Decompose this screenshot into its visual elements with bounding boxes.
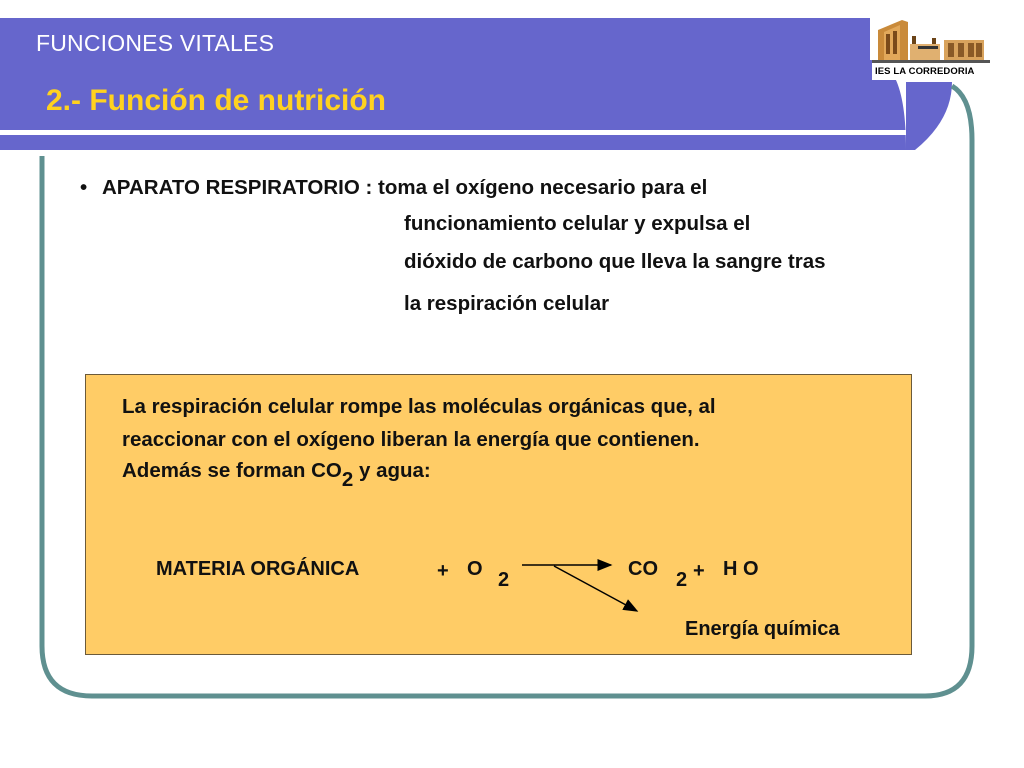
co-label: CO xyxy=(628,558,658,580)
info-line: reaccionar con el oxígeno liberan la energía que contienen. xyxy=(122,428,700,451)
info-line-text: y agua: xyxy=(353,459,431,482)
oxygen-subscript: 2 xyxy=(498,569,510,591)
bullet-dot: • xyxy=(80,176,88,199)
logo-text: IES LA CORREDORIA xyxy=(875,66,975,77)
info-line: La respiración celular rompe las moléculas orgánicas que, al xyxy=(122,395,716,418)
bullet-line: funcionamiento celular y expulsa el xyxy=(404,212,751,235)
bullet-heading: APARATO RESPIRATORIO : toma el oxígeno necesario para el xyxy=(102,176,708,199)
section-title: FUNCIONES VITALES xyxy=(36,30,275,56)
reaction-arrows xyxy=(86,375,913,656)
oxygen-label: O xyxy=(467,558,483,580)
info-box xyxy=(85,374,912,655)
plus-sign: + xyxy=(693,560,705,582)
info-line-text: Además se forman CO xyxy=(122,459,342,482)
header-band-right xyxy=(906,82,952,150)
water-label: H O xyxy=(723,558,759,580)
plus-sign: + xyxy=(437,560,449,582)
co-subscript: 2 xyxy=(676,569,688,591)
header-separator xyxy=(0,130,906,135)
energy-arrow xyxy=(554,566,637,611)
school-building-icon xyxy=(872,16,990,66)
bullet-line: la respiración celular xyxy=(404,292,610,315)
bullet-line: dióxido de carbono que lleva la sangre tras xyxy=(404,250,826,273)
school-logo xyxy=(872,16,990,80)
energy-label: Energía química xyxy=(685,618,840,640)
subscript: 2 xyxy=(341,468,354,491)
page-title: 2.- Función de nutrición xyxy=(46,84,386,117)
reactant-label: MATERIA ORGÁNICA xyxy=(156,558,360,580)
